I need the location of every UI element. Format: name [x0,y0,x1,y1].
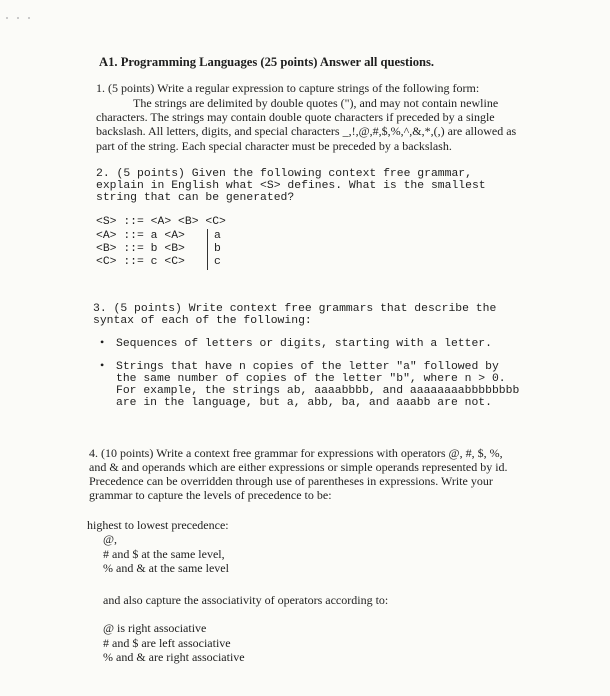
bullet-icon: • [100,335,105,349]
q3-bullet-2-line-2: the same number of copies of the letter "b", where n > 0. [116,373,506,385]
grammar-alt-b: b [214,243,221,255]
precedence-level-3: % and & at the same level [103,561,229,575]
q3-bullet-2-line-4: are in the language, but a, abb, ba, and aaabb are not. [116,397,492,409]
q1-line-2: The strings are delimited by double quotes ("), and may not contain newline [133,96,499,110]
q1-line-5: part of the string. Each special character must be preceded by a backslash. [96,139,452,153]
precedence-level-2: # and $ at the same level, [103,547,225,561]
q1-line-4: backslash. All letters, digits, and special characters _,!,@,#,$,%,^,&,*,(,) are allowed as [96,124,517,138]
q3-bullet-2-line-1: Strings that have n copies of the letter "a" followed by [116,361,499,373]
grammar-rule-c: <C> ::= c <C> [96,256,185,268]
q4-line-2: and & and operands which are either expressions or simple operands represented by id. [89,460,508,474]
q3-line-1: 3. (5 points) Write context free grammars that describe the [93,303,497,315]
precedence-heading: highest to lowest precedence: [87,518,229,532]
grammar-alt-a: a [214,230,221,242]
associativity-2: # and $ are left associative [103,636,231,650]
q3-bullet-1: Sequences of letters or digits, starting with a letter. [116,338,492,350]
grammar-alternation-bar [207,229,208,270]
q4-line-4: grammar to capture the levels of precedence to be: [89,488,332,502]
associativity-heading: and also capture the associativity of operators according to: [103,593,389,607]
scan-specks [6,6,46,10]
grammar-rule-a: <A> ::= a <A> [96,230,185,242]
q1-line-3: characters. The strings may contain double quote characters if preceded by a single [96,110,495,124]
q2-line-2: explain in English what <S> defines. What is the smallest [96,180,486,192]
grammar-alt-c: c [214,256,221,268]
exam-title: A1. Programming Languages (25 points) Answer all questions. [99,55,435,69]
q2-line-3: string that can be generated? [96,192,295,204]
q3-line-2: syntax of each of the following: [93,315,312,327]
q4-line-1: 4. (10 points) Write a context free grammar for expressions with operators @, #, $, %, [89,446,503,460]
associativity-3: % and & are right associative [103,650,245,664]
grammar-rule-s: <S> ::= <A> <B> <C> [96,216,226,228]
q2-line-1: 2. (5 points) Given the following context free grammar, [96,168,472,180]
bullet-icon: • [100,358,105,372]
associativity-1: @ is right associative [103,621,207,635]
q1-line-1: 1. (5 points) Write a regular expression to capture strings of the following form: [96,81,480,95]
q4-line-3: Precedence can be overridden through use of parentheses in expressions. Write your [89,474,493,488]
precedence-level-1: @, [103,532,118,546]
grammar-rule-b: <B> ::= b <B> [96,243,185,255]
q3-bullet-2-line-3: For example, the strings ab, aaaabbbb, and aaaaaaaabbbbbbbb [116,385,520,397]
